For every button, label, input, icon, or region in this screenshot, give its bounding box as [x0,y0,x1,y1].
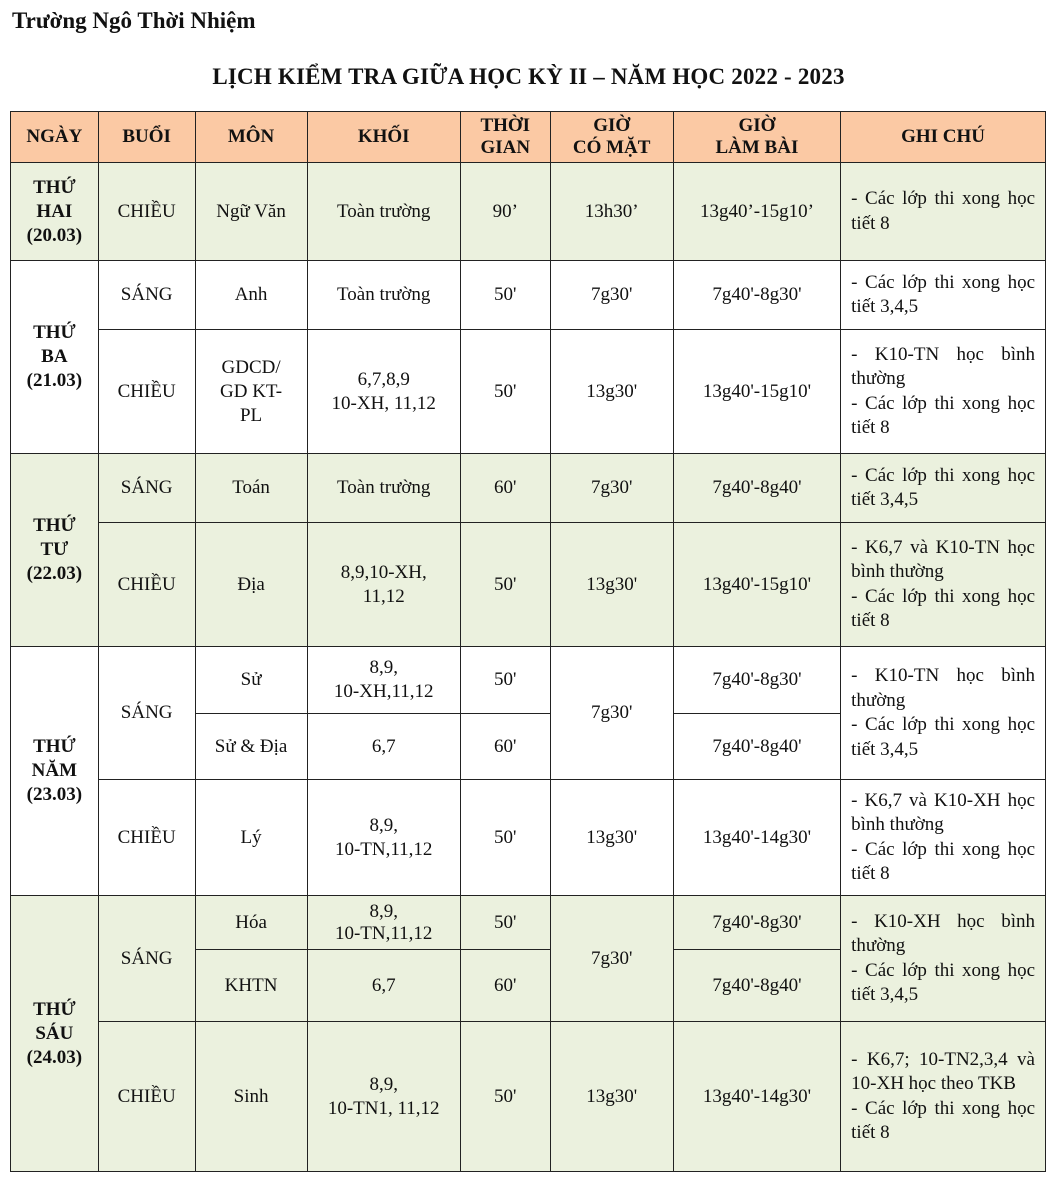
table-row [11,647,1046,714]
subject-cell: Anh [195,261,307,330]
note-line: - Các lớp thi xong học tiết 8 [851,1097,1035,1143]
session-cell: SÁNG [98,896,195,1022]
note-line: - Các lớp thi xong học tiết 8 [851,838,1035,884]
table-row [11,261,1046,330]
subject-cell: Địa [195,523,307,647]
grade-cell: Toàn trường [307,163,460,261]
note-cell [841,261,1046,330]
note-cell [841,1022,1046,1172]
session-cell: CHIỀU [98,330,195,454]
session-cell: CHIỀU [98,163,195,261]
duration-cell: 90’ [460,163,550,261]
header-gio-co-mat: GIỜ CÓ MẶT [550,112,673,163]
duration-cell: 60' [460,714,550,780]
duration-cell: 60' [460,950,550,1022]
school-name: Trường Ngô Thời Nhiệm [12,8,256,33]
session-cell: CHIỀU [98,780,195,896]
subject-cell: Ngữ Văn [195,163,307,261]
duration-cell: 50' [460,896,550,950]
note-cell [841,780,1046,896]
header-thoi-gian: THỜI GIAN [460,112,550,163]
arrival-time-cell: 13h30’ [550,163,673,261]
duration-cell: 50' [460,330,550,454]
exam-time-cell: 7g40'-8g40' [673,714,840,780]
header-ngay: NGÀY [11,112,99,163]
note-line: - Các lớp thi xong học tiết 3,4,5 [851,271,1035,317]
note-cell [841,647,1046,780]
subject-cell: Lý [195,780,307,896]
subject-cell: Hóa [195,896,307,950]
grade-cell: 6,7 [307,950,460,1022]
arrival-time-cell: 13g30' [550,1022,673,1172]
arrival-time-cell: 7g30' [550,454,673,523]
session-cell: CHIỀU [98,523,195,647]
note-line: - Các lớp thi xong học tiết 3,4,5 [851,959,1035,1005]
subject-cell: GDCD/ GD KT- PL [195,330,307,454]
duration-cell: 50' [460,780,550,896]
exam-time-cell: 13g40'-14g30' [673,1022,840,1172]
header-mon: MÔN [195,112,307,163]
subject-cell: KHTN [195,950,307,1022]
header-gio-lam-bai: GIỜ LÀM BÀI [673,112,840,163]
table-row [11,523,1046,647]
session-cell: SÁNG [98,261,195,330]
note-line: - K6,7 và K10-XH học bình thường [851,789,1035,835]
note-cell [841,523,1046,647]
arrival-time-cell: 13g30' [550,523,673,647]
header-row [11,112,1046,163]
exam-time-cell: 13g40'-15g10' [673,330,840,454]
grade-cell: 8,9,10-XH, 11,12 [307,523,460,647]
exam-schedule-table [10,111,1046,1172]
table-row [11,330,1046,454]
exam-time-cell: 13g40'-14g30' [673,780,840,896]
table-row [11,454,1046,523]
note-line: - K10-TN học bình thường [851,343,1035,389]
exam-time-cell: 7g40'-8g30' [673,261,840,330]
grade-cell: 8,9, 10-XH,11,12 [307,647,460,714]
arrival-time-cell: 7g30' [550,647,673,780]
table-row [11,1022,1046,1172]
exam-time-cell: 7g40'-8g40' [673,454,840,523]
note-cell [841,330,1046,454]
note-line: - Các lớp thi xong học tiết 3,4,5 [851,714,1035,760]
duration-cell: 60' [460,454,550,523]
header-khoi: KHỐI [307,112,460,163]
day-cell: THỨ HAI (20.03) [11,163,99,261]
header-ghi-chu: GHI CHÚ [841,112,1046,163]
note-line: - Các lớp thi xong học tiết 8 [851,188,1035,234]
arrival-time-cell: 7g30' [550,261,673,330]
session-cell: SÁNG [98,454,195,523]
header-buoi: BUỔI [98,112,195,163]
grade-cell: 8,9, 10-TN,11,12 [307,780,460,896]
day-cell: THỨ TƯ (22.03) [11,454,99,647]
arrival-time-cell: 13g30' [550,780,673,896]
grade-cell: Toàn trường [307,261,460,330]
note-line: - K10-TN học bình thường [851,665,1035,711]
exam-time-cell: 7g40'-8g30' [673,647,840,714]
note-cell [841,163,1046,261]
duration-cell: 50' [460,1022,550,1172]
exam-time-cell: 7g40'-8g30' [673,896,840,950]
table-row [11,780,1046,896]
grade-cell: 8,9, 10-TN,11,12 [307,896,460,950]
exam-time-cell: 13g40'-15g10' [673,523,840,647]
day-cell: THỨ NĂM (23.03) [11,647,99,896]
duration-cell: 50' [460,647,550,714]
duration-cell: 50' [460,261,550,330]
note-cell [841,896,1046,1022]
document-title: LỊCH KIỂM TRA GIỮA HỌC KỲ II – NĂM HỌC 2022 - 2023 [212,64,845,89]
exam-time-cell: 7g40'-8g40' [673,950,840,1022]
day-cell: THỨ SÁU (24.03) [11,896,99,1172]
note-cell [841,454,1046,523]
session-cell: CHIỀU [98,1022,195,1172]
exam-time-cell: 13g40’-15g10’ [673,163,840,261]
session-cell: SÁNG [98,647,195,780]
table-row [11,163,1046,261]
note-line: - Các lớp thi xong học tiết 8 [851,392,1035,438]
subject-cell: Sử & Địa [195,714,307,780]
grade-cell: 8,9, 10-TN1, 11,12 [307,1022,460,1172]
day-cell: THỨ BA (21.03) [11,261,99,454]
duration-cell: 50' [460,523,550,647]
note-line: - Các lớp thi xong học tiết 8 [851,585,1035,631]
subject-cell: Sử [195,647,307,714]
subject-cell: Sinh [195,1022,307,1172]
grade-cell: 6,7,8,9 10-XH, 11,12 [307,330,460,454]
note-line: - K10-XH học bình thường [851,910,1035,956]
note-line: - Các lớp thi xong học tiết 3,4,5 [851,464,1035,510]
subject-cell: Toán [195,454,307,523]
arrival-time-cell: 13g30' [550,330,673,454]
arrival-time-cell: 7g30' [550,896,673,1022]
note-line: - K6,7 và K10-TN học bình thường [851,536,1035,582]
table-row [11,896,1046,950]
note-line: - K6,7; 10-TN2,3,4 và 10-XH học theo TKB [851,1048,1035,1094]
grade-cell: Toàn trường [307,454,460,523]
grade-cell: 6,7 [307,714,460,780]
